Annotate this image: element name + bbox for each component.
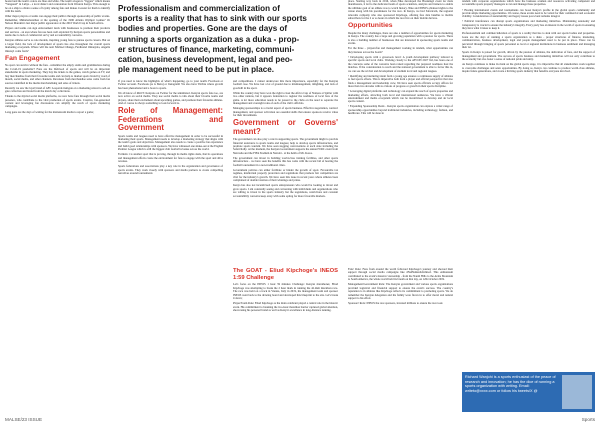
paragraph: Recently we saw the loyal brand of AFC Leopards instigate on a marketing retreat to sell-on gate collection and brand from the match day collections. bbox=[5, 85, 110, 94]
pull-quote-line: er structures of finance, marketing, communi- bbox=[118, 44, 295, 54]
column-5 bbox=[462, 0, 595, 75]
pull-quote-line: sports is a reality that has to sink with our sports bbox=[118, 14, 307, 24]
paragraph: Formula 1 is another sport that is proving, through its media rights deals, that its operations and management efforts create the environment for fans to engage with the sport and drive revenue. bbox=[118, 152, 223, 164]
pull-quote-line: Professionalism and commercialization of bbox=[118, 4, 280, 13]
paragraph: Management/Government Role: The Kenyan government and various sports organizations provided logistical and financial support to ensure the event's success. The country's reputation is in athletes like Kipchoge reflects its commitment to promoting sports. We do remember the Kenyan delegation and his family were flown in to offer moral and natural support to his effort. bbox=[348, 282, 453, 301]
paragraph: Other major players or teams can engage their publics through sponsorship of public events. Remember, Mkhalomarathon at the opening of the 1996 Atlanta Olympic Games? Or Nelson Mandela's last major public appearance at the 2010 World Cup in South Africa. bbox=[5, 14, 110, 26]
paragraph: Kenyan athletes serve as role models, inspiring young fans to pursue sports careers. But on a larger field, the lack of development of sports has also throughout the overall sports marketing ecosystem. Where will the next Michael Olunga, Ferdinand Omanyala, Angella Okutoyi come from? bbox=[5, 38, 110, 53]
column-2 bbox=[118, 80, 223, 177]
paragraph: • Leveraging digital platforms and technology can expand the reach of sports properties and marketing efforts, attracting both local and international audiences. We have a vibrant entertainment and media ecosystem which can be incentivised to develop and air local sports content. bbox=[348, 89, 453, 104]
author-bio-box bbox=[462, 372, 595, 412]
paragraph: tandem with corporate organizations which have the business acumen and resources activating competent and accountable sports property managers to run and manage these properties. bbox=[462, 0, 595, 7]
pull-quote-line: ple management need to be put in place. bbox=[118, 65, 275, 75]
column-4-lower bbox=[348, 268, 453, 307]
paragraph: Kenya has also not incentivised sports entrepreneurs who would be looking to invest and grow sports. I am constantly seeing and conversing with individuals and organizations who are willing to invest in the sports industry but the regulations, restrictions and constant accountability concerns keep away with some opting for more favorable markets. bbox=[233, 183, 338, 198]
paragraph: No sport can survive without the fans - remember the empty stadia and grammarians during the Covid-19 pandemic? Fans are the lifeblood of sports and will be an important stakeholder in sports marketing. They buy the tickets to the games, watch games on TV, and buy merchandise from their favourite teams and can help to market sports brand by word of mouth, social media, and other channels. Revenues from merchandise sales come from fan sources identified in the media merchandising and sales of tickets. bbox=[5, 63, 110, 85]
paragraph: If you need to know the highlights of what's happening, go to your team's Facebook or Twitter account. Facebook (as is Meta) or Instagram! We also have TikTok where growth has been phenomenal and a boon to sports. bbox=[118, 79, 223, 90]
pull-quote bbox=[118, 4, 347, 75]
section-heading: Fan Engagement bbox=[5, 54, 60, 62]
paragraph: Sponsors' Role: INEOS the race sponsors, invested millions to ensure the race took bbox=[348, 301, 443, 306]
paragraph: The government can invest in building world-class training facilities, and other sports infrastructure - we have seen the benefits this has come with the recent bid of hosting the football tournament in a non-traditional cities. bbox=[233, 155, 338, 167]
paragraph: • Hosting international events and tournaments can boost Kenya's profile in the global sports community and provide ample marketing opportunities. Of course, these events need to be vetted for their commercial and economic viability. Consideration of sustainability and legacy issues post event remains integral. bbox=[462, 7, 595, 19]
paragraph: Long gone are the days of waiting for the mainstream media to report a game; bbox=[5, 109, 94, 114]
paragraph: Thanks to the myriad social media platforms, we now have fans through their social media presence, who contribute to the vital promotion of sports events. Creative, fan-generated content and leveraging fan discussions can amplify the reach of sports marketing campaigns. bbox=[5, 94, 110, 109]
paragraph: Players and teams can sign endorsement deals with businesses to promote their products and services - an area where fan use been well exploited by Kenyan sports personalities and teams due to lack of commercial savvy and accountability concerns. bbox=[5, 26, 110, 38]
paragraph: Managing sponsorships is a crucial aspect of sports business. Effective negotiation, contract management, and sponsor activation are essential skills that ensure sponsors receive value for their investments. bbox=[233, 106, 338, 118]
paragraph: Sports in Kenya is poised for growth, driven by the passion of athletes, the dedication of fans, and the support of management and government. The success of sports business and marketing initiatives will not only contribute to the economy but also foster a sense of national pride and unity. bbox=[462, 50, 595, 62]
section-heading: The GOAT - Eliud Kipchoge's INEOS 1:59 Challenge bbox=[233, 268, 338, 281]
section-heading: Role of Management: Federations and Government bbox=[118, 106, 223, 133]
paragraph: Government policies can either facilitate or hinder the growth of sport. Favourable tax regimes, intellectual property protection and regulations that promote fair competition are vital for the industry's growth. We have seen this issue in recent years where athletes been complained of double taxation of their winnings and prizes. bbox=[233, 167, 338, 183]
author-bio: Richard Wanjohi is a sports enthusiast of the peace of research and innovation; he has the dice of running a sports organization with writing. Email: writeto@xxxx.com or follow his tweets/X @ bbox=[465, 375, 556, 393]
paragraph: Fans' Role: Fans from around the world followed Kipchoge's journey and showed their support through social media campaigns like #NoHumanIsLimited. This enthusiasm contributed to the event's massive viewership - from the Nandi Hills to the Arabs Mountain to South America, the whole world held its breath on that day, on 12th October 2019. bbox=[348, 267, 453, 282]
paragraph: • Developing sports with a grassroots level: A youth development pathway tailored to specific sports and local clubs. Working closely to the AFCON 2027 bid, has been one of the concerns some of the concerns been raised regarding the prepared readiness host the matches. If the consideration to reach and the national government is able to factor this in, we can see the revival and development of stadium local and regional leagues. bbox=[348, 54, 453, 73]
column-3-lower bbox=[233, 268, 338, 314]
column-4 bbox=[348, 0, 453, 117]
paragraph: and competitions. I cannot underscore this more importance, especially for the Kenyan football case. We have lost a lot of ground due to mismanagement, infighting, and lack of goodwill in the sport. bbox=[233, 79, 338, 90]
paragraph: The government can also play a role in supporting sports. The government might to provide financial assistance to sports teams and leagues; help to develop sports infrastructure, and promote sports tourism. We have seen nagging conversations at each state including the Safari Rally. At the moment, the Kenyan Government supports the annual WRC event from Naivasha and the FIFA Stadium in Nairobi - at the helm of Mr. Koros. bbox=[233, 137, 338, 155]
paragraph: Sports federations and associations play a key role in the organization and governance of sports events. They work closely with sponsors and media partners to create compelling narratives around tournaments bbox=[118, 164, 223, 176]
footer-issue: MALSE/23 ISSUE bbox=[5, 417, 43, 422]
author-photo bbox=[562, 375, 592, 409]
paragraph: Player/Team Role: Eliud Kipchoge as the main celebrant played a central role in the historic event. His commitment to breaking the two-hour marathon barrier captured global attention, showcasing his personal brand as well as Kenya's excellence in long-distance running. bbox=[233, 301, 338, 312]
paragraph: • Expanding Sponsorship Deals - Kenyan sports organization can explore a wider range of sponsorship opportunities beyond traditional industries, including technology, fashion, and healthcare. This will be done in bbox=[348, 104, 453, 116]
paragraph: We all know of #KOT: Kenyans on Twitter for the uninitiated. Kenyan sports fans too, are now active on social media. They use social media to talk about their favorite teams and players, share their excitement about upcoming games, and promote their favourite athletes. And of course is always something to look forward to. bbox=[118, 90, 223, 106]
paragraph: • Identifying and nurturing talent from a young age ensures a continuous supply of athletes to fuel sports efforts. This is imperative both from a player and official perspective that also finds a management and leadership crew. We have seen sports officials occupy offices for more than two decades with no visions of progress or growth in their sports discipline. bbox=[348, 73, 453, 89]
section-heading: Opportunities bbox=[348, 22, 393, 30]
footer-section: Sports bbox=[581, 417, 595, 422]
paragraph: place. Starting way back in 2016, when Nike developed the Breaking2 event for male marathoners, it led to the dedicated team of sports scientists, analysts and trainers to enable the ultimate goal of an athlete was to watch history. Nike and INEOS obtained rights to the venue along with his pacemakers for the race. In Kenya, we had Safaricom, the regional telecoms company who also sponsored Kipchoge, offering free data bundles to mobile subscribers for the 2 or so hours in which the race live on their mobile devices. bbox=[348, 0, 453, 21]
pull-quote-line: running a sports organization as a duka - prop- bbox=[118, 34, 300, 44]
paragraph: hosted and the team's colors are blue and white. The team's slogan is "Jiggers" which means "Vanguard" in Luhya - a local dialect and connotation from Western Kenya. This enough to be on a ship to obtain a sense of loyalty among fans and makes it easier for them to identify with the team. bbox=[5, 0, 110, 14]
paragraph: Sports teams and leagues need to have effective management in order to be successful in marketing their sports. Management needs to develop a marketing strategy that aligns with the team's goals and objectives. Management also needs to create a positive fan experience and build good relationships with sponsors. We have witnessed one shake-out at the English Premier League which is still the biggest club football revenue across the world. bbox=[118, 133, 223, 152]
paragraph: • Political interference can disrupt sports organizations and marketing initiatives. Maintaining autonomy and transparency is crucial to ensure the industry's integrity. Every party has an interest in the world of sports in ensuring they have what it takes to keep it. bbox=[462, 19, 595, 31]
paragraph: Professionalism and commercialization of sports is a reality that has to sink with our sports bodies and properties. Gone are the days of running a sports organization as a duka - proper structures of finance, marketing, communication, business development, legal and people management need to be put in place. There can be perceived through bringing of sports personnel as local or regional institutions in business sentiment and managing their lot. bbox=[462, 31, 595, 50]
column-3 bbox=[233, 80, 338, 200]
page-footer bbox=[0, 412, 600, 424]
pull-quote-line: cation, business development, legal and peo- bbox=[118, 55, 293, 65]
paragraph: Despite the many challenges, there are also a number of opportunities for sports marketing in Kenya. The country has a large and growing population with a passion for sports. There is also a budding number of businesses that are interested in sponsoring sports teams and events. bbox=[348, 30, 453, 46]
section-heading: Government or Governs' meant? bbox=[233, 118, 338, 136]
paragraph: As Kenya continues to make its mark on the global sports stage, it is imperative that all stakeholders work together to overcome challenges and seize opportunities. By doing so, Kenya can continue to produce world-class athletes, inspire future generations, and create a thriving sports industry that benefits everyone involved. bbox=[462, 62, 595, 74]
paragraph: Let's focus on the INEOS 1 hour 59 minutes Challenge: Kenyan marathoner, Eliud Kipchoge was attempting to break the 2 hour mark in running the 42.2km marathon race. The race was held on a track in Vienna, Italy in 2019, his management team and sponsor INEOS went back to the drawing board and developed this blueprint to the site. Let's break it down; bbox=[233, 282, 338, 300]
column-1 bbox=[5, 0, 110, 116]
paragraph: For the three – players/fan and management working in tandem, what opportunities can they harness across the board? bbox=[348, 46, 453, 54]
pull-quote-line: bodies and properties. Gone are the days of bbox=[118, 24, 288, 34]
paragraph: While the country may have won the right to host the Africa Cup of Nations at Spiller with two other nations, but it appears federation to register the readiness of local fans of the game. A lot more education needs to be passed to the clubs on the need to separate the management and oversight roles of each of the club's officials. bbox=[233, 90, 338, 106]
